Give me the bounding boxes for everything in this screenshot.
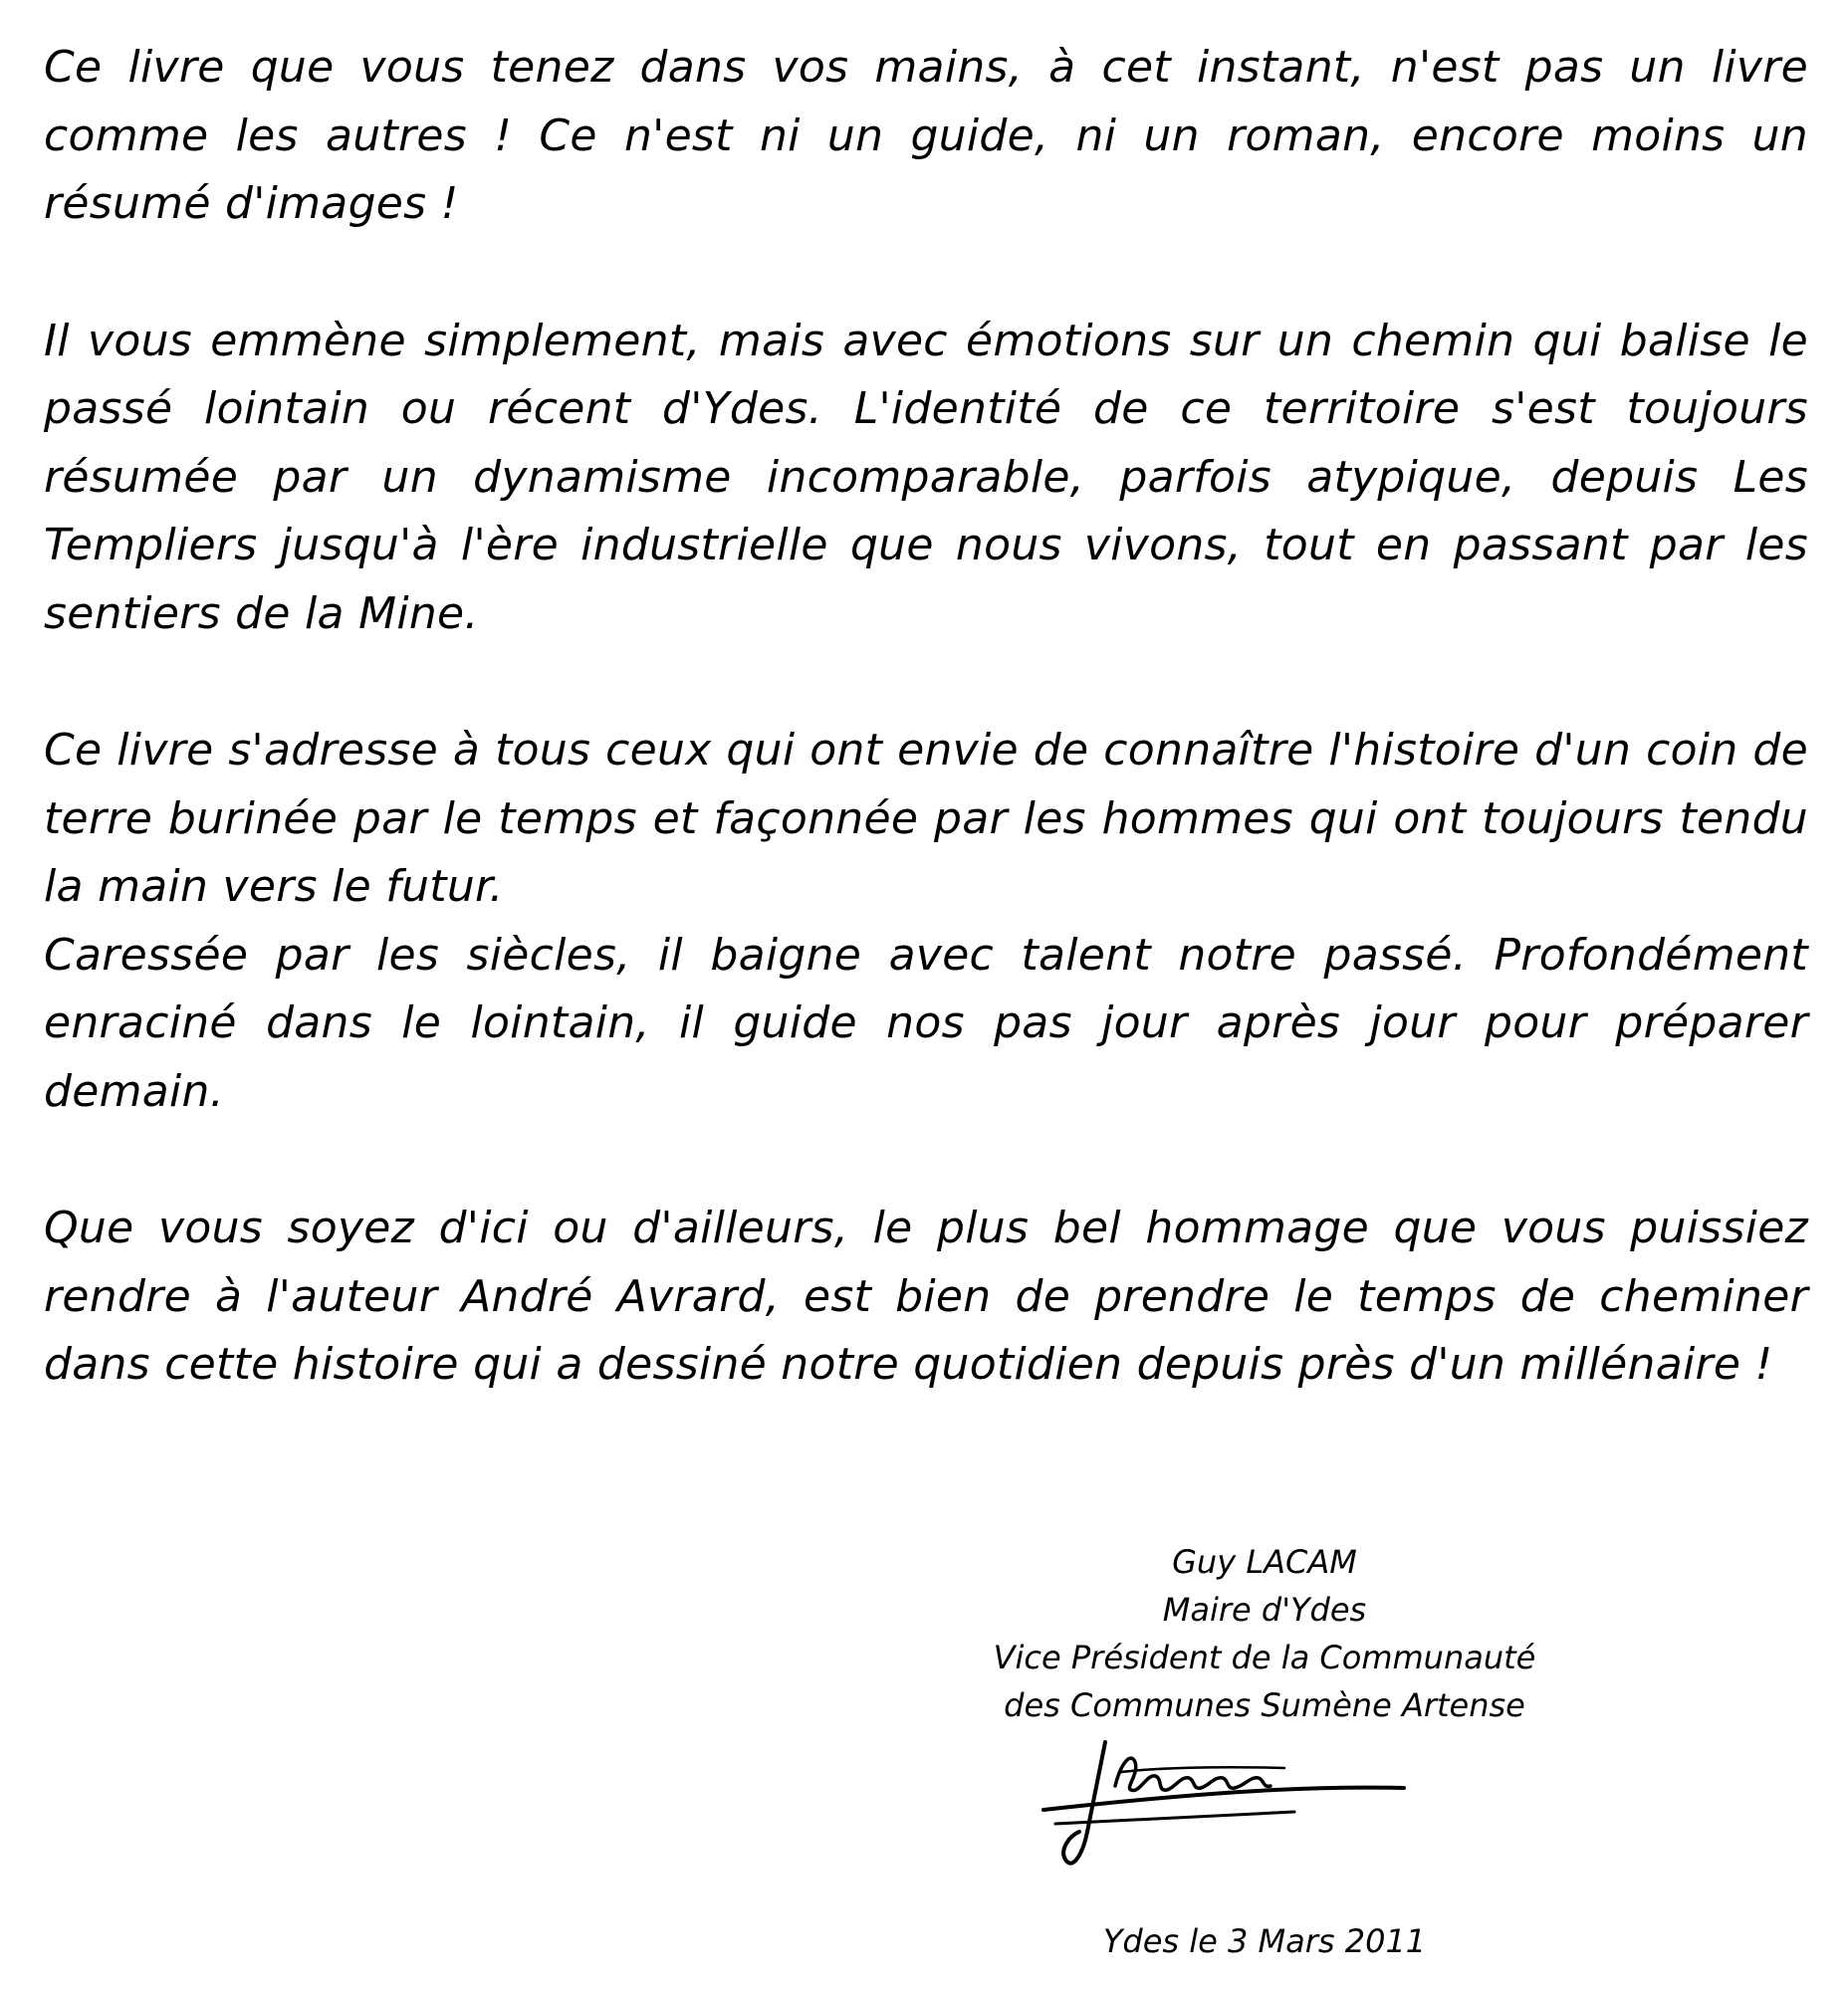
paragraph-audience: Ce livre s'adresse à tous ceux qui ont envie de connaître l'histoire d'un coin de terre burinée par le temps et façonnée par les hommes qui ont toujours tendu la main vers le futur. (44, 725, 1808, 912)
paragraph-tribute: Que vous soyez d'ici ou d'ailleurs, le plus bel hommage que vous puissiez rendre à l'auteur André Avrard, est bien de prendre le temps de cheminer dans cette histoire qui a dessiné notre quotidien depuis près d'un millénaire ! (44, 1203, 1808, 1390)
signatory-role: Maire d'Ydes (1162, 1591, 1367, 1629)
letter-body (44, 34, 1808, 1400)
handwritten-signature (1036, 1732, 1414, 1881)
signatory-name: Guy LACAM (1172, 1543, 1357, 1581)
signature-place-date: Ydes le 3 Mars 2011 (1102, 1922, 1427, 1960)
paragraph-history: Il vous emmène simplement, mais avec émotions sur un chemin qui balise le passé lointain ou récent d'Ydes. L'identité de ce territoire s'est toujours résumée par un dynamisme incomparable, parfois atypique, depuis Les Templiers jusqu'à l'ère industrielle que nous vivons, tout en passant par les sentiers de la Mine. (44, 315, 1808, 639)
paragraph-past: Caressée par les siècles, il baigne avec talent notre passé. Profondément enraciné dans le lointain, il guide nos pas jour après jour pour préparer demain. (44, 929, 1808, 1117)
signatory-role-line-3: des Communes Sumène Artense (1004, 1686, 1525, 1724)
paragraph-intro: Ce livre que vous tenez dans vos mains, à cet instant, n'est pas un livre comme les autres ! Ce n'est ni un guide, ni un roman, encore moins un résumé d'images ! (44, 42, 1808, 229)
signatory-role-line-2: Vice Président de la Communauté (993, 1639, 1536, 1676)
signature-block (966, 1538, 1563, 1729)
